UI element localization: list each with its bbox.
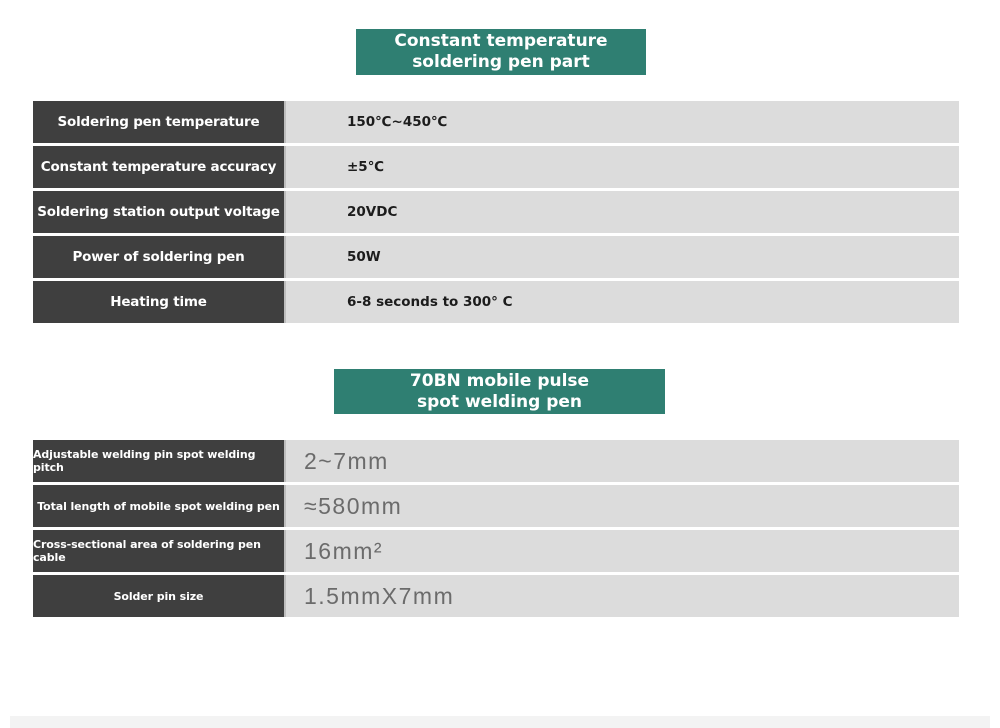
table-row xyxy=(33,101,959,143)
section-title-soldering-pen xyxy=(356,29,646,75)
spot-welding-pen-spec-table xyxy=(33,440,959,620)
row-value: 16mm² xyxy=(286,530,959,572)
section-title-spot-welding-pen xyxy=(334,369,665,414)
row-label: Soldering pen temperature xyxy=(33,101,286,143)
table-row xyxy=(33,485,959,527)
row-value: 150℃~450℃ xyxy=(286,101,959,143)
row-value: 2~7mm xyxy=(286,440,959,482)
table-row xyxy=(33,146,959,188)
row-label: Solder pin size xyxy=(33,575,286,617)
row-value: 50W xyxy=(286,236,959,278)
table-row xyxy=(33,191,959,233)
table-row xyxy=(33,281,959,323)
table-row xyxy=(33,236,959,278)
row-value: ≈580mm xyxy=(286,485,959,527)
row-value: 1.5mmX7mm xyxy=(286,575,959,617)
table-row xyxy=(33,440,959,482)
title-line-2: soldering pen part xyxy=(412,52,590,72)
row-label: Heating time xyxy=(33,281,286,323)
row-label: Power of soldering pen xyxy=(33,236,286,278)
row-label: Total length of mobile spot welding pen xyxy=(33,485,286,527)
title-line-2: spot welding pen xyxy=(416,391,583,412)
table-row xyxy=(33,530,959,572)
row-value: ±5℃ xyxy=(286,146,959,188)
table-row xyxy=(33,575,959,617)
title-line-1: 70BN mobile pulse xyxy=(409,370,590,391)
row-value: 20VDC xyxy=(286,191,959,233)
row-value: 6-8 seconds to 300° C xyxy=(286,281,959,323)
title-line-1: Constant temperature xyxy=(394,31,608,51)
bottom-divider xyxy=(10,716,990,728)
row-label: Adjustable welding pin spot welding pitch xyxy=(33,440,286,482)
row-label: Constant temperature accuracy xyxy=(33,146,286,188)
soldering-pen-spec-table xyxy=(33,101,959,326)
row-label: Soldering station output voltage xyxy=(33,191,286,233)
row-label: Cross-sectional area of soldering pen cable xyxy=(33,530,286,572)
